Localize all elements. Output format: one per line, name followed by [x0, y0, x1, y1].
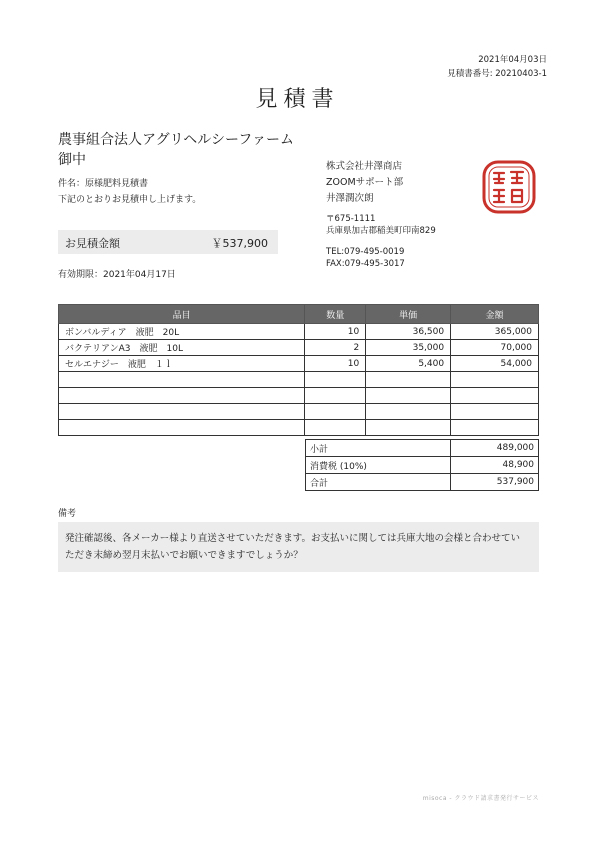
remarks-text: 発注確認後、各メーカー様より直送させていただきます。お支払いに関しては兵庫大地の会様と合わせていただき末締め翌月末払いでお願いできますでしょうか？	[65, 533, 521, 561]
subtotal-row	[306, 440, 539, 457]
column-header-unit-price: 単価	[366, 305, 451, 324]
item-unit-price: 36,500	[366, 324, 451, 340]
item-qty: 10	[305, 356, 366, 372]
item-name	[59, 420, 305, 436]
item-name	[59, 388, 305, 404]
remarks-box	[58, 522, 539, 572]
total-value: 537,900	[451, 474, 539, 491]
page-title: 見積書	[255, 87, 340, 112]
item-qty	[305, 404, 366, 420]
item-amount: 54,000	[451, 356, 539, 372]
item-unit-price	[366, 388, 451, 404]
table-row	[59, 356, 539, 372]
item-unit-price	[366, 372, 451, 388]
issuer-person: 井澤潤次朗	[326, 193, 374, 204]
client-name: 農事組合法人アグリヘルシーファーム 御中	[58, 132, 294, 168]
issuer-contact-block	[326, 246, 405, 270]
estimate-number: 見積書番号: 20210403-1	[447, 69, 547, 79]
company-seal-stamp	[481, 159, 537, 215]
total-row	[306, 474, 539, 491]
items-table	[58, 304, 539, 436]
issuer-company: 株式会社井澤商店	[326, 161, 403, 172]
table-row	[59, 372, 539, 388]
item-unit-price	[366, 404, 451, 420]
summary-table	[305, 439, 539, 491]
client-details	[58, 176, 201, 208]
table-row	[59, 404, 539, 420]
table-row	[59, 420, 539, 436]
table-row	[59, 324, 539, 340]
greeting-line: 下記のとおりお見積申し上げます。	[58, 195, 202, 205]
item-name	[59, 404, 305, 420]
estimate-total-box	[58, 230, 278, 254]
issue-date: 2021年04月03日	[478, 55, 547, 65]
table-row	[59, 340, 539, 356]
item-name: ボンバルディア 液肥 20L	[59, 324, 305, 340]
item-amount	[451, 404, 539, 420]
item-qty: 2	[305, 340, 366, 356]
total-label: 合計	[306, 474, 451, 491]
subject-line: 件名：原様肥料見積書	[58, 179, 149, 189]
column-header-item: 品目	[59, 305, 305, 324]
issuer-tel: TEL:079-495-0019	[326, 247, 405, 257]
table-row	[59, 388, 539, 404]
item-amount	[451, 420, 539, 436]
item-name	[59, 372, 305, 388]
issuer-postal: 〒675-1111	[326, 214, 376, 224]
issuer-fax: FAX:079-495-3017	[326, 259, 405, 269]
item-amount: 70,000	[451, 340, 539, 356]
item-amount	[451, 372, 539, 388]
item-name: セルエナジー 液肥 １ｌ	[59, 356, 305, 372]
item-amount	[451, 388, 539, 404]
tax-label: 消費税 (10%)	[306, 457, 451, 474]
item-qty	[305, 388, 366, 404]
column-header-qty: 数量	[305, 305, 366, 324]
issuer-block	[326, 159, 403, 207]
footer-service-logo: misoca - クラウド請求書発行サービス	[422, 795, 539, 802]
table-header-row	[59, 305, 539, 324]
item-qty	[305, 420, 366, 436]
item-qty: 10	[305, 324, 366, 340]
item-name: バクテリアンA3 液肥 10L	[59, 340, 305, 356]
column-header-amount: 金額	[451, 305, 539, 324]
valid-until: 有効期限：2021年04月17日	[58, 270, 176, 280]
tax-row	[306, 457, 539, 474]
subtotal-value: 489,000	[451, 440, 539, 457]
estimate-total-value: ￥537,900	[211, 237, 268, 250]
item-unit-price: 35,000	[366, 340, 451, 356]
item-qty	[305, 372, 366, 388]
estimate-total-label: お見積金額	[65, 237, 120, 250]
tax-value: 48,900	[451, 457, 539, 474]
issuer-address: 兵庫県加古郡稲美町印南829	[326, 226, 436, 236]
issuer-department: ZOOMサポート部	[326, 177, 404, 188]
item-unit-price	[366, 420, 451, 436]
subtotal-label: 小計	[306, 440, 451, 457]
remarks-label: 備考	[58, 509, 77, 519]
issuer-address-block	[326, 213, 436, 237]
item-unit-price: 5,400	[366, 356, 451, 372]
item-amount: 365,000	[451, 324, 539, 340]
